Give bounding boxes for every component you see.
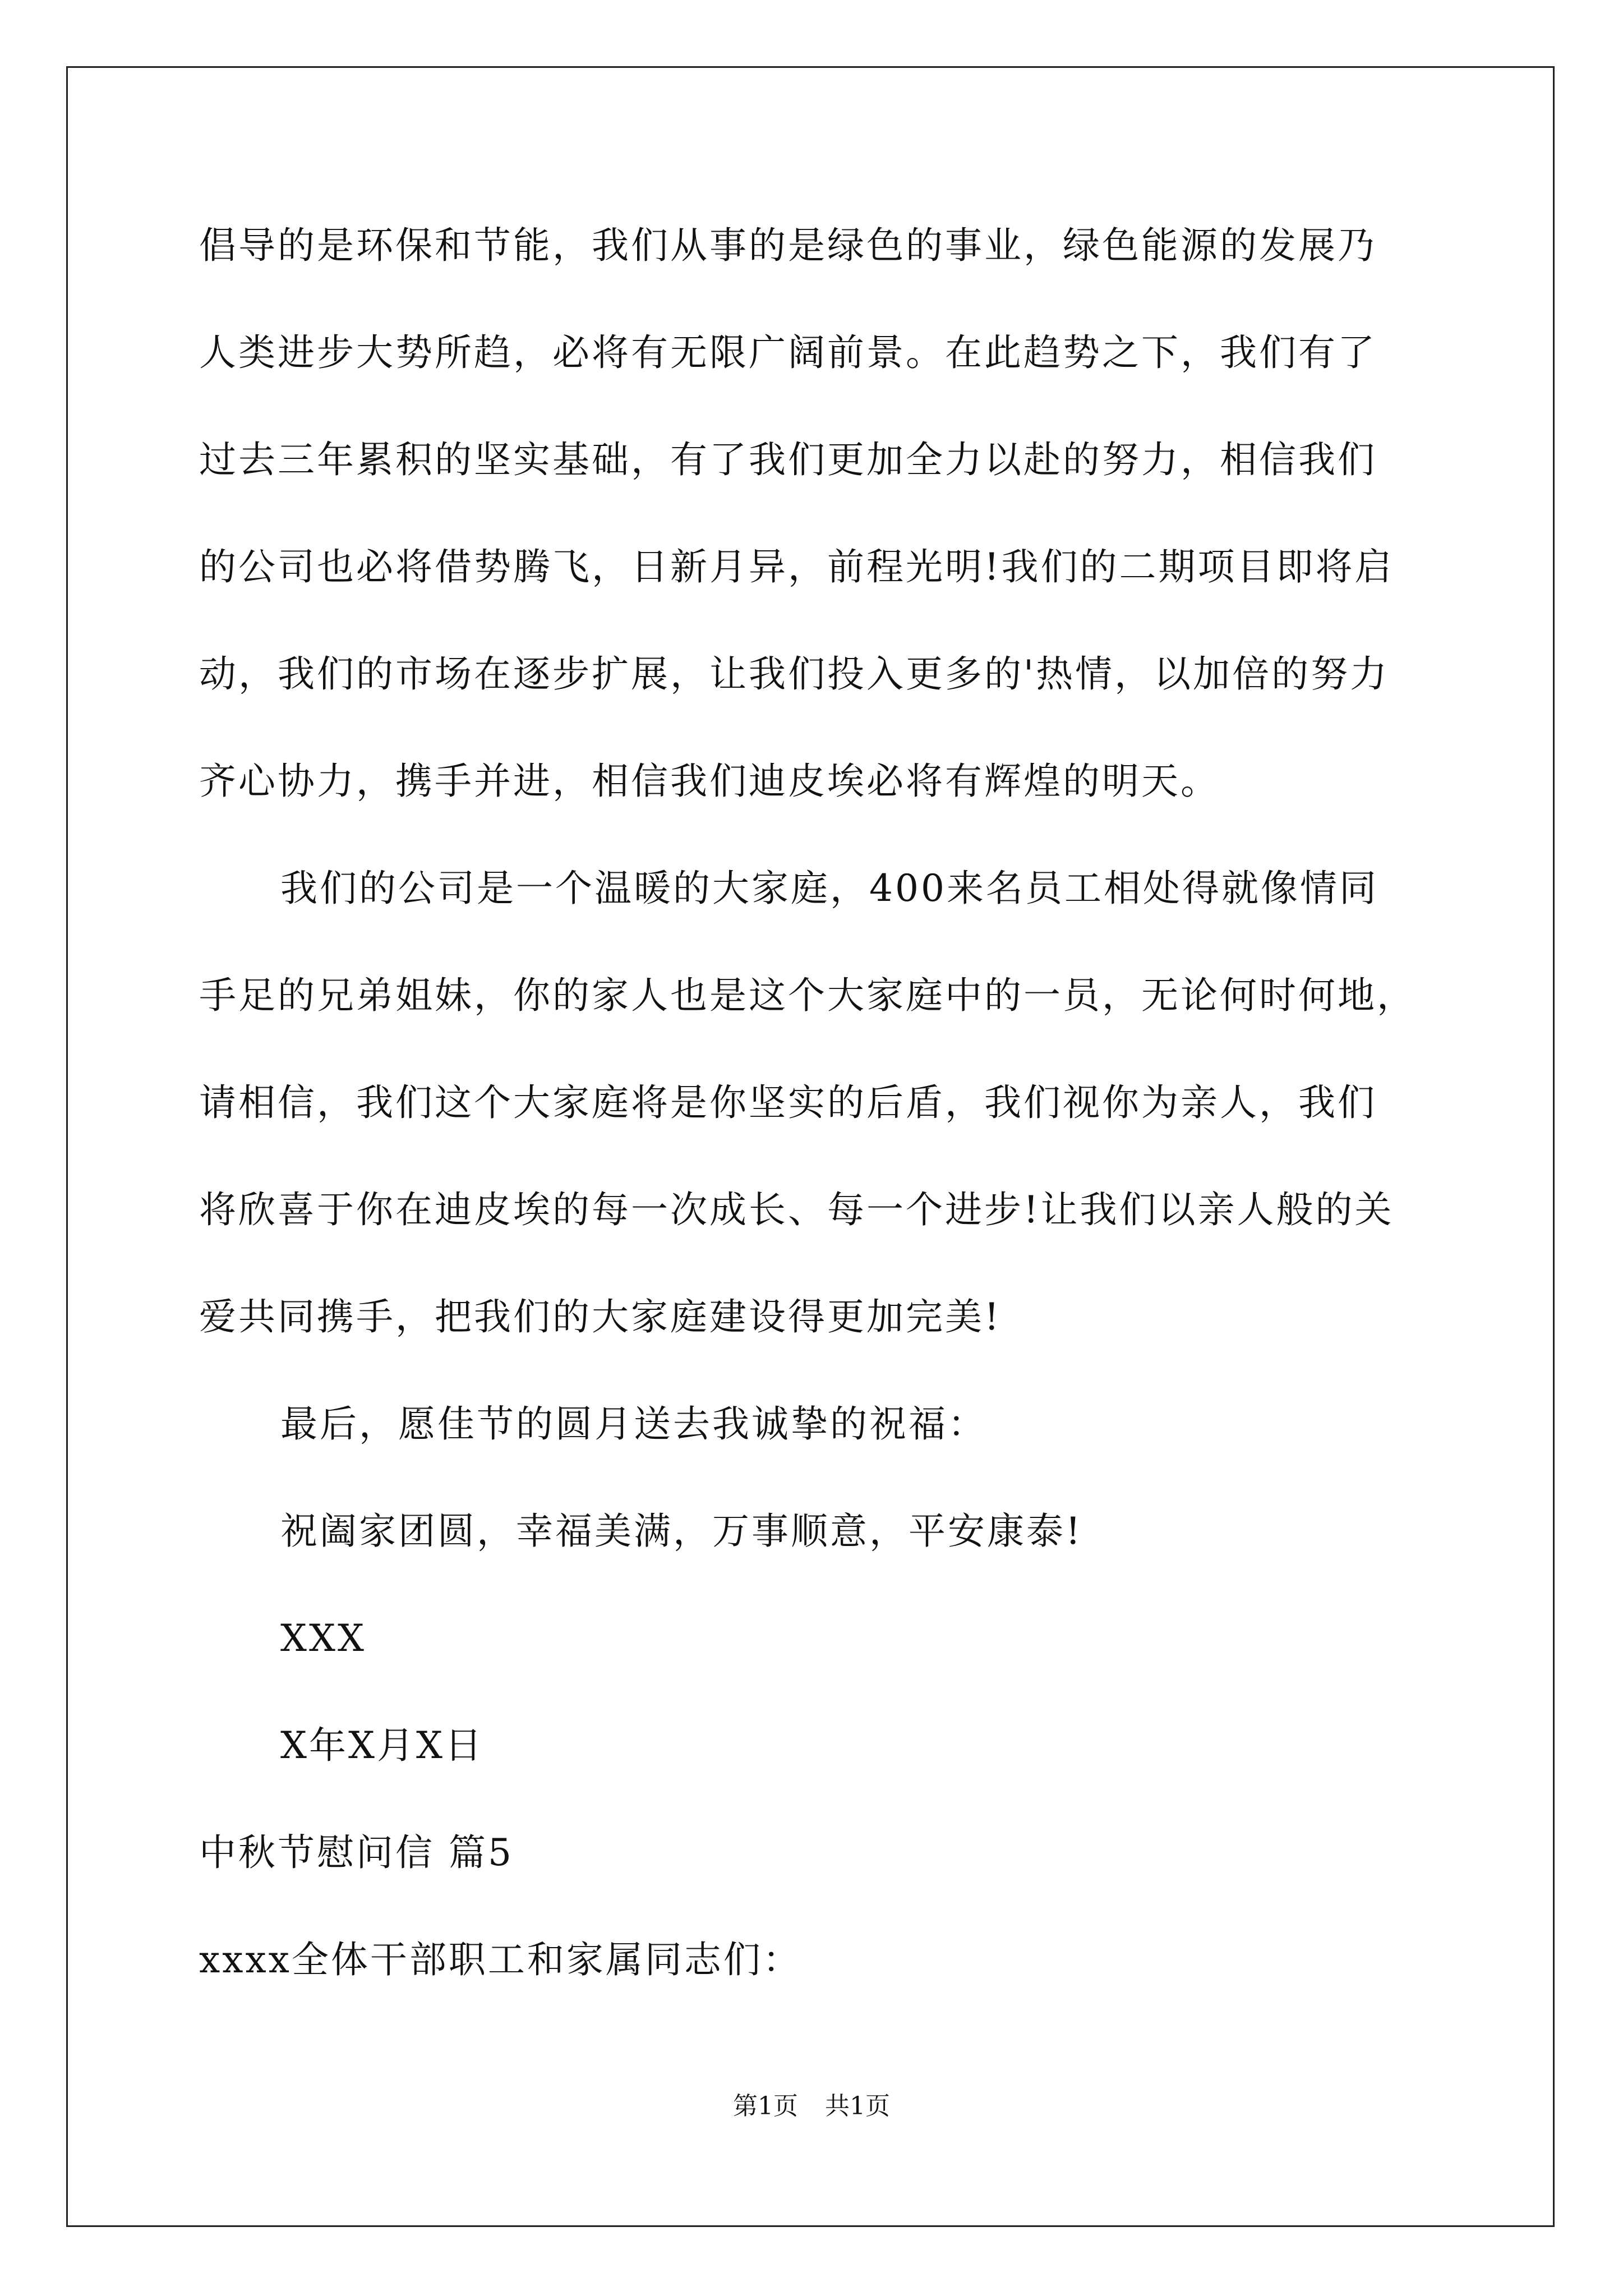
- paragraph-1-line-3: 过去三年累积的坚实基础，有了我们更加全力以赴的努力，相信我们: [199, 438, 1377, 481]
- paragraph-1-line-1: 倡导的是环保和节能，我们从事的是绿色的事业，绿色能源的发展乃: [199, 224, 1377, 267]
- paragraph-2-line-4: 将欣喜于你在迪皮埃的每一次成长、每一个进步!让我们以亲人般的关: [199, 1188, 1394, 1231]
- page-number-current: 第1页: [733, 2092, 798, 2120]
- salutation: xxxx全体干部职工和家属同志们：: [199, 1938, 802, 1981]
- paragraph-1-line-6: 齐心协力，携手并进，相信我们迪皮埃必将有辉煌的明天。: [199, 760, 1220, 803]
- document-body: [199, 219, 1467, 2040]
- wishes-text: 祝阖家团圆，幸福美满，万事顺意，平安康泰!: [280, 1510, 1083, 1553]
- paragraph-2-line-3: 请相信，我们这个大家庭将是你坚实的后盾，我们视你为亲人，我们: [199, 1081, 1377, 1124]
- paragraph-1-line-4: 的公司也必将借势腾飞，日新月异，前程光明!我们的二期项目即将启: [199, 545, 1394, 588]
- paragraph-2-line-5: 爱共同携手，把我们的大家庭建设得更加完美!: [199, 1295, 1002, 1338]
- signature: XXX: [280, 1617, 366, 1660]
- paragraph-1-line-5: 动，我们的市场在逐步扩展，让我们投入更多的'热情，以加倍的努力: [199, 652, 1390, 696]
- letter-date: X年X月X日: [280, 1724, 484, 1767]
- paragraph-2-line-1: 我们的公司是一个温暖的大家庭，400来名员工相处得就像情同: [280, 867, 1378, 910]
- paragraph-1-line-2: 人类进步大势所趋，必将有无限广阔前景。在此趋势之下，我们有了: [199, 331, 1377, 374]
- paragraph-2-line-2: 手足的兄弟姐妹，你的家人也是这个大家庭中的一员，无论何时何地，: [199, 974, 1416, 1017]
- page-number-total: 共1页: [825, 2092, 890, 2120]
- page-footer: [0, 2090, 1623, 2123]
- wishes-intro: 最后，愿佳节的圆月送去我诚挚的祝福：: [280, 1402, 987, 1446]
- section-heading: 中秋节慰问信 篇5: [199, 1831, 514, 1874]
